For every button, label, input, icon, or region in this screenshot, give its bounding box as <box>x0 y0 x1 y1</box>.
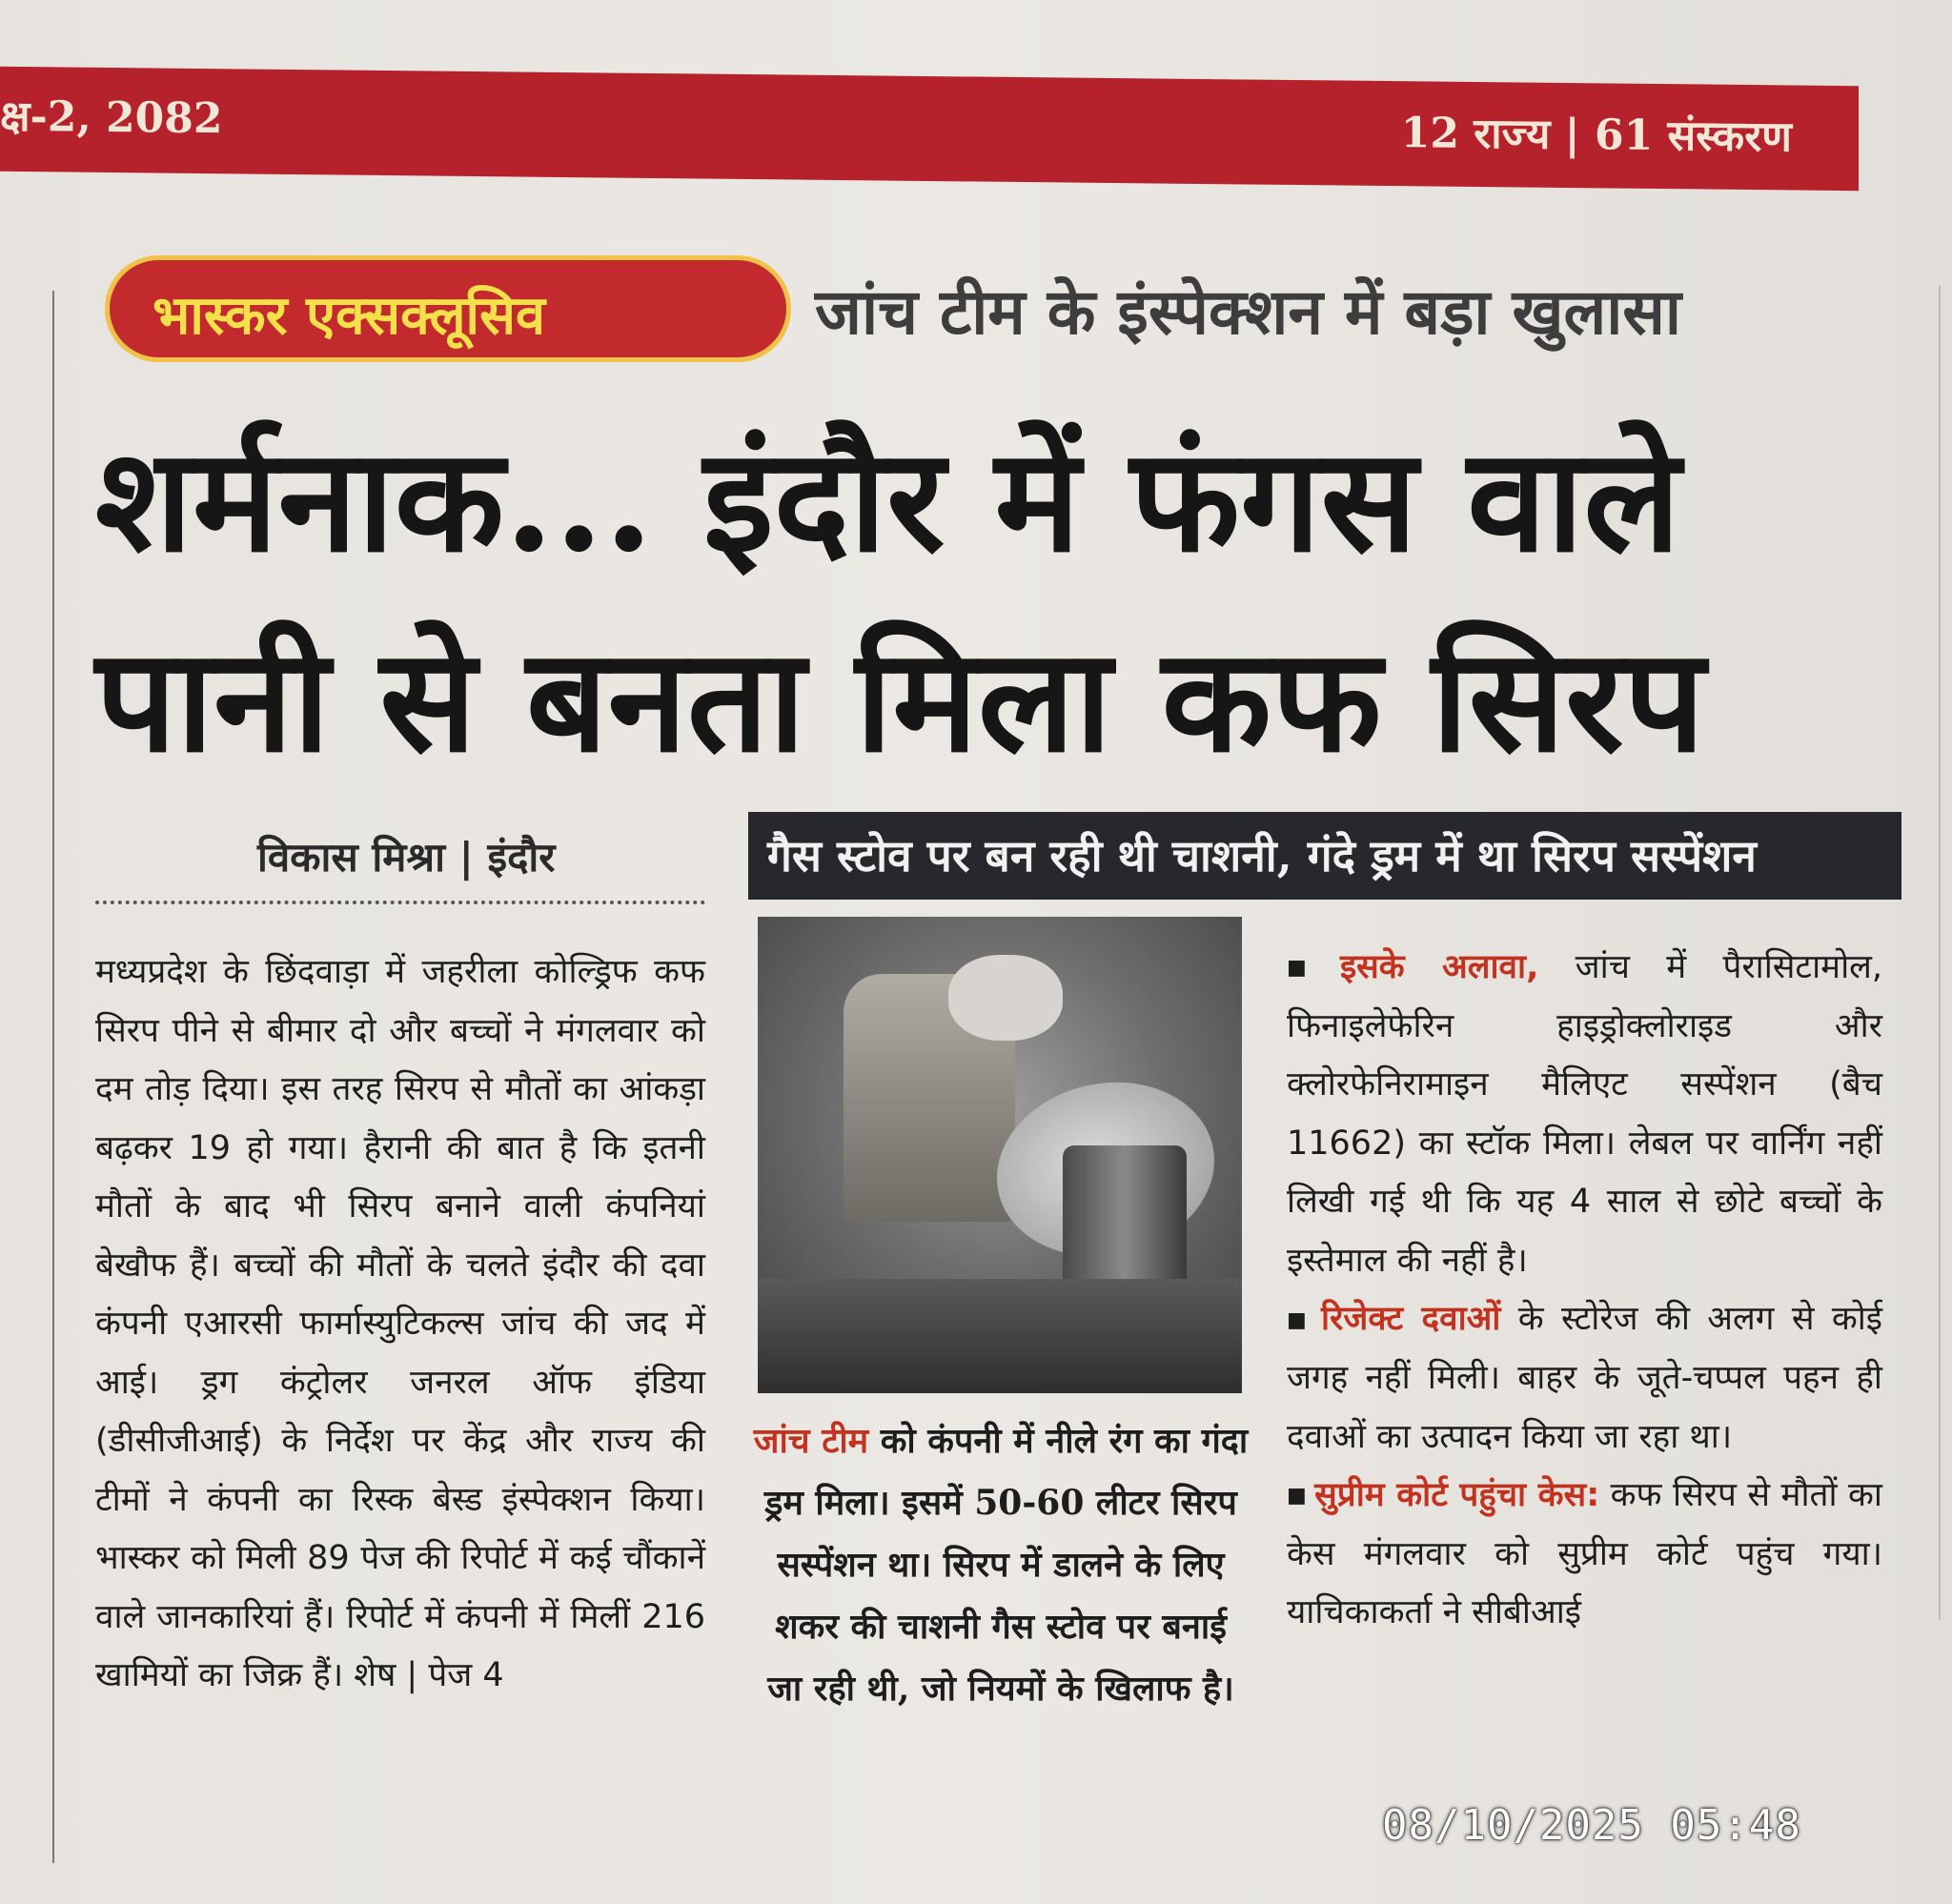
article-body-text: मध्यप्रदेश के छिंदवाड़ा में जहरीला कोल्ड्रिफ कफ सिरप पीने से बीमार दो और बच्चों ने मंगलवार को दम तोड़ दिया। इस तरह सिरप से मौतों का आंकड़ा बढ़कर 19 हो गया। हैरानी की बात है कि इतनी मौतों के बाद भी सिरप बनाने वाली कंपनियां बेखौफ हैं। बच्चों की मौतों के चलते इंदौर की दवा कंपनी एआरसी फार्मास्युटिकल्स जांच की जद में आई। ड्रग कंट्रोलर जनरल ऑफ इंडिया (डीसीजीआई) के निर्देश पर केंद्र और राज्य की टीमों ने कंपनी का रिस्क बेस्ड इंस्पेक्शन किया। भास्कर को मिली 89 पेज की रिपोर्ट में कई चौंकानें वाले जानकारियां हैं। रिपोर्ट में कंपनी में मिलीं 216 खामियों का जिक्र हैं। शेष | पेज 4 <box>95 953 705 1694</box>
para-3-lead: सुप्रीम कोर्ट पहुंचा केस: <box>1314 1476 1600 1514</box>
photo-bag <box>948 955 1063 1041</box>
para-3-text: कफ सिरप से मौतों का केस मंगलवार को सुप्रीम कोर्ट पहुंच गया। याचिकाकर्ता ने सीबीआई <box>1287 1476 1882 1632</box>
photo-drum <box>1063 1145 1187 1298</box>
byline: विकास मिश्रा | इंदौर <box>257 834 556 881</box>
inspection-photo <box>758 917 1242 1393</box>
masthead-date: क्ष-2, 2082 <box>0 91 223 144</box>
para-2 <box>1287 1290 1882 1467</box>
main-headline <box>95 400 1906 800</box>
photo-caption <box>753 1410 1249 1720</box>
para-2-lead: रिजेक्ट दवाओं <box>1321 1300 1501 1339</box>
page-edge <box>1918 286 1941 1620</box>
para-1 <box>1287 939 1882 1290</box>
para-2-text: के स्टोरेज की अलग से कोई जगह नहीं मिली। बाहर के जूते-चप्पल पहन ही दवाओं का उत्पादन किया जा रहा था। <box>1287 1300 1882 1456</box>
article-column-3 <box>1287 939 1882 1643</box>
bullet-icon: ■ <box>1287 1484 1308 1509</box>
photo-timestamp: 08/10/2025 05:48 <box>1382 1801 1801 1850</box>
photo-floor <box>758 1279 1242 1393</box>
masthead-band <box>0 67 1859 191</box>
exclusive-label <box>105 255 791 362</box>
sub-headline: गैस स्टोव पर बन रही थी चाशनी, गंदे ड्रम में था सिरप सस्पेंशन <box>748 812 1901 900</box>
byline-divider <box>95 901 705 904</box>
article-column-1 <box>95 943 705 1706</box>
exclusive-label-text: भास्कर एक्सक्लूसिव <box>152 284 546 347</box>
masthead-editions: 12 राज्य | 61 संस्करण <box>1400 109 1792 162</box>
bullet-icon: ■ <box>1287 956 1332 981</box>
kicker-heading: जांच टीम के इंस्पेक्शन में बड़ा खुलासा <box>815 274 1682 349</box>
para-1-lead: इसके अलावा, <box>1339 948 1539 986</box>
headline-line-1: शर्मनाक... इंदौर में फंगस वाले <box>95 416 1681 584</box>
para-1-text: जांच में पैरासिटामोल, फिनाइलेफेरिन हाइड्रोक्लोराइड और क्लोरफेनिरामाइन मैलिएट सस्पेंशन (बैच 11662) का स्टॉक मिला। लेबल पर वार्निंग नहीं लिखी गई थी कि यह 4 साल से छोटे बच्चों के इस्तेमाल की नहीं है। <box>1287 948 1882 1280</box>
headline-line-2: पानी से बनता मिला कफ सिरप <box>95 617 1705 784</box>
caption-lead: जांच टीम <box>753 1421 869 1461</box>
bullet-icon: ■ <box>1287 1307 1314 1332</box>
caption-text: को कंपनी में नीले रंग का गंदा ड्रम मिला। इसमें 50-60 लीटर सिरप सस्पेंशन था। सिरप में डालने के लिए शकर की चाशनी गैस स्टोव पर बनाई जा रही थी, जो नियमों के खिलाफ है। <box>764 1421 1249 1709</box>
para-3 <box>1287 1467 1882 1643</box>
column-rule <box>52 291 54 1863</box>
